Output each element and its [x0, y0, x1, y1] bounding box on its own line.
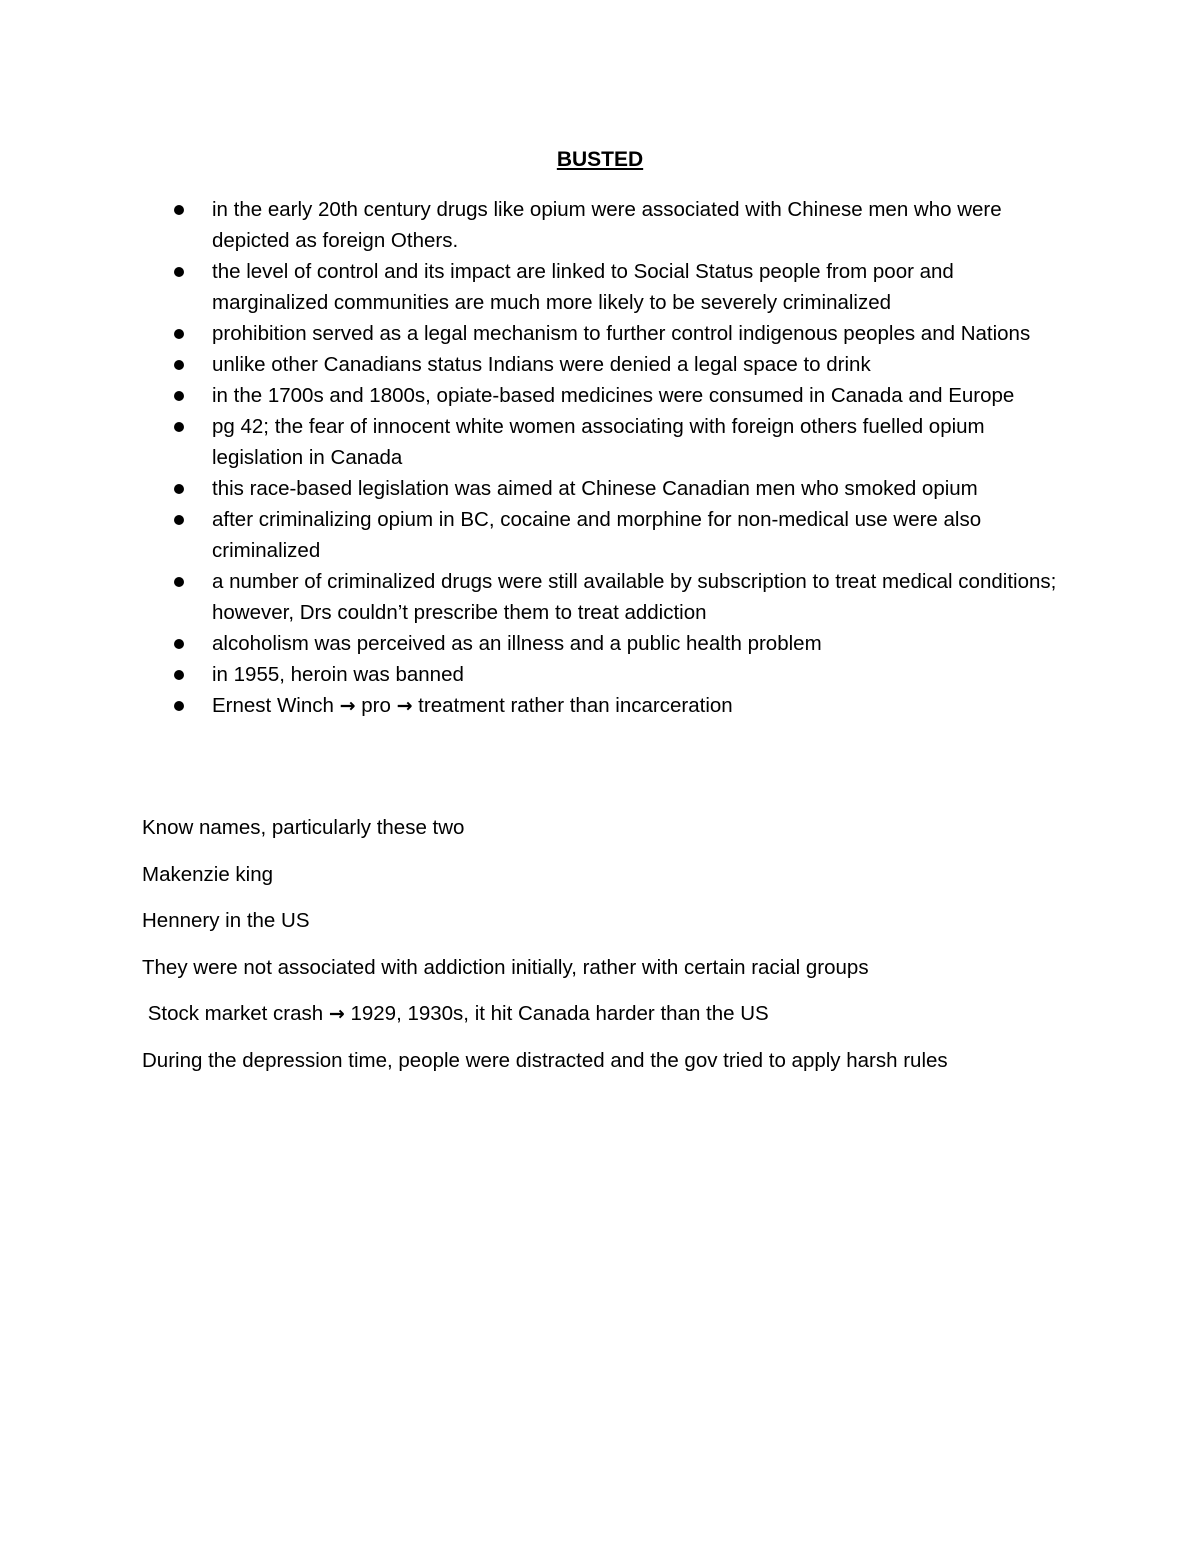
bullet-dot-icon [174, 515, 184, 525]
bullet-dot-icon [174, 205, 184, 215]
bullet-item: unlike other Canadians status Indians were denied a legal space to drink [170, 349, 1070, 380]
bullet-item: alcoholism was perceived as an illness and a public health problem [170, 628, 1070, 659]
bullet-item: pg 42; the fear of innocent white women associating with foreign others fuelled opium legislation in Canada [170, 411, 1070, 473]
bullet-item: after criminalizing opium in BC, cocaine and morphine for non-medical use were also criminalized [170, 504, 1070, 566]
bullet-item: in the early 20th century drugs like opium were associated with Chinese men who were depicted as foreign Others. [170, 194, 1070, 256]
notes-section [142, 814, 1102, 1094]
bullet-list [170, 194, 1070, 722]
note-line: During the depression time, people were distracted and the gov tried to apply harsh rules [142, 1048, 948, 1072]
bullet-item: in the 1700s and 1800s, opiate-based medicines were consumed in Canada and Europe [170, 380, 1070, 411]
bullet-dot-icon [174, 670, 184, 680]
bullet-item: a number of criminalized drugs were still available by subscription to treat medical conditions; however, Drs couldn’t prescribe them to treat addiction [170, 566, 1070, 628]
bullet-item: the level of control and its impact are linked to Social Status people from poor and marginalized communities are much more likely to be severely criminalized [170, 256, 1070, 318]
right-arrow-icon: → [339, 695, 356, 717]
bullet-dot-icon [174, 391, 184, 401]
bullet-dot-icon [174, 360, 184, 370]
bullet-dot-icon [174, 701, 184, 711]
bullet-dot-icon [174, 267, 184, 277]
bullet-dot-icon [174, 639, 184, 649]
bullet-dot-icon [174, 329, 184, 339]
bullet-item: this race-based legislation was aimed at Chinese Canadian men who smoked opium [170, 473, 1070, 504]
right-arrow-icon: → [328, 1003, 345, 1026]
bullet-item: in 1955, heroin was banned [170, 659, 1070, 690]
bullet-item: Ernest Winch → pro → treatment rather than incarceration [170, 690, 1070, 722]
bullet-item: prohibition served as a legal mechanism to further control indigenous peoples and Nations [170, 318, 1070, 349]
bullet-dot-icon [174, 422, 184, 432]
bullet-dot-icon [174, 577, 184, 587]
note-line: Stock market crash → 1929, 1930s, it hit Canada harder than the US [142, 1002, 769, 1026]
document-title: BUSTED [556, 148, 644, 171]
bullet-dot-icon [174, 484, 184, 494]
note-line: Makenzie king [142, 862, 274, 886]
note-line: Hennery in the US [142, 909, 310, 933]
note-line: Know names, particularly these two [142, 816, 465, 839]
note-line: They were not associated with addiction initially, rather with certain racial groups [142, 955, 869, 979]
right-arrow-icon: → [396, 695, 413, 717]
